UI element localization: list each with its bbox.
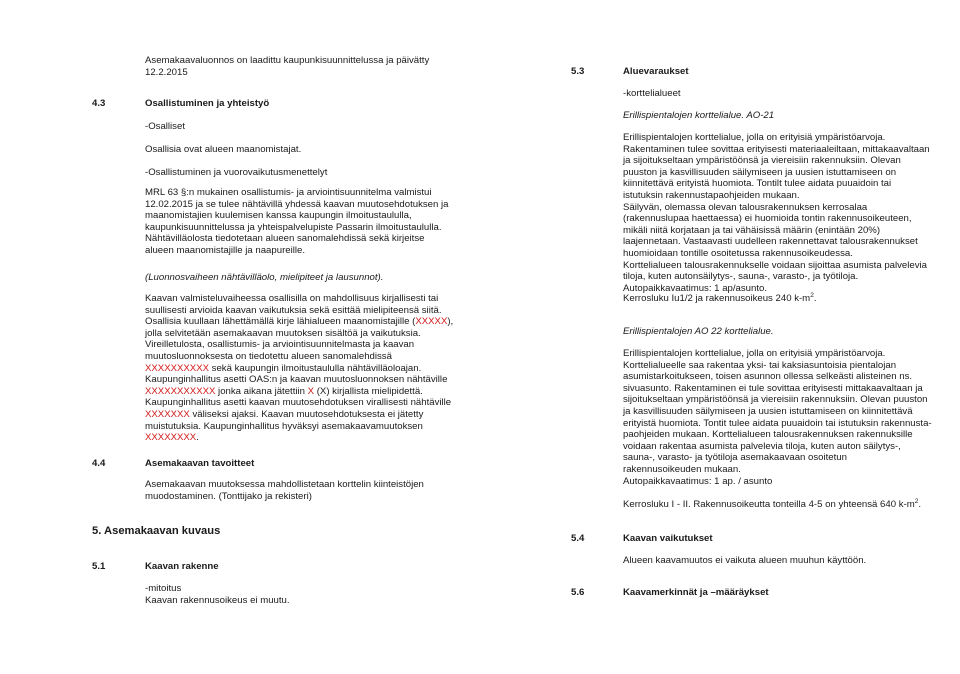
page-header (145, 55, 429, 78)
kerrosluku-1-tail: . (813, 293, 817, 304)
valmistelu-text: . (196, 432, 199, 444)
mrl-line: alueen maanomistajille ja naapureille. (145, 244, 305, 256)
valmistelu-text: muutosluonnoksesta on tiedotettu alueen sanomalehdissä (145, 350, 392, 362)
ao21-line: ja sijoitukseltaan ympäristöönsä ja viereisiin rakennuksiin. Olevan (623, 155, 901, 167)
ao21-line: Säilyvän, olemassa olevan talousrakennuksen kerrosalaa (623, 201, 868, 213)
section-5-4-title: Kaavan vaikutukset (623, 533, 713, 544)
valmistelu-text: muistutuksia. Kaupunginhallitus hyväksyi asemakaavamuutoksen (145, 420, 423, 432)
valmistelu-text: Osallisia kuullaan lähettämällä kirje lähialueen maanomistajille ( (145, 316, 416, 328)
valmistelu-text: ), (447, 316, 454, 328)
ao22-line: sivuasunto. Rakentaminen ei tule sovittaa erityisesti mittakaavaltaan ja (623, 382, 923, 394)
valmistelu-text: Kaupunginhallitus asetti OAS:n ja kaavan muutosluonnoksen nähtäville (145, 374, 448, 386)
valmistelu-text: Kaavan valmisteluvaiheessa osallisilla on mahdollisuus kirjallisesti tai (145, 293, 439, 304)
ao21-paragraph (623, 132, 930, 294)
tavoite-line: muodostaminen. (Tonttijako ja rekisteri) (145, 490, 312, 502)
section-5-1-title: Kaavan rakenne (145, 561, 219, 572)
luonnos-note: (Luonnosvaiheen nähtävilläolo, mielipiteet ja lausunnot). (145, 272, 384, 283)
ao22-paragraph (623, 348, 932, 487)
ao21-line: huomioidaan tontille osoitetussa rakennusoikeudessa. (623, 247, 853, 259)
ao21-line: puuston ja kasvillisuuden säilymiseen ja uusien istuttamiseen on (623, 166, 897, 178)
ao21-line: Autopaikkavaatimus: 1 ap/asunto. (623, 282, 767, 294)
valmistelu-text: suullisesti arvioida kaavan vaikutuksia sekä esittää mielipiteensä siitä. (145, 304, 442, 316)
vuorovaikutus-label: -Osallistuminen ja vuorovaikutusmenettelyt (145, 167, 328, 178)
kerrosluku-2-text: Kerrosluku I - II. Rakennusoikeutta tonteilla 4-5 on yhteensä 640 k-m (623, 499, 915, 510)
valmistelu-text: jonka aikana jätettiin (215, 385, 308, 397)
valmistelu-line (145, 409, 453, 421)
ao22-title: Erillispientalojen AO 22 korttelialue. (623, 326, 774, 337)
valmistelu-paragraph (145, 293, 453, 444)
ao22-line: ja kasvillisuuden säilymiseen ja uusien istuttamiseen on kiinnitettävä (623, 405, 913, 417)
ao21-line: kiinnitettävä erityistä huomiota. Tontilt tulee aidata puuaidoin tai (623, 178, 892, 190)
ao21-title: Erillispientalojen korttelialue. AO-21 (623, 110, 775, 121)
header-line: Asemakaavaluonnos on laadittu kaupunkisuunnittelussa ja päivätty (145, 55, 430, 66)
valmistelu-text: Vireilletulosta, osallistumis- ja arviointisuunnitelmasta ja kaavan (145, 339, 415, 351)
kerrosluku-1-text: Kerrosluku Iu1/2 ja rakennusoikeus 240 k-m (623, 293, 811, 304)
ao22-line: voidaan rakentaa asumista palvelevia tiloja, kuten auton säilytys-, (623, 440, 901, 452)
placeholder-value: X (307, 385, 315, 397)
placeholder-value: XXXXXXXXXXX (145, 385, 216, 397)
valmistelu-line (145, 328, 453, 340)
valmistelu-text: sekä kaupungin ilmoitustaululla nähtävilläoloajan. (209, 362, 422, 374)
kerrosluku-2-tail: . (918, 499, 921, 510)
ao21-line: tiloja, kuten autonsäilytys-, sauna-, varasto-, ja työtiloja. (623, 271, 859, 283)
ao21-line: Korttelialueen talousrakennukselle voidaan sijoittaa asumista palvelevia (623, 259, 927, 271)
osalliset-label: -Osalliset (145, 121, 185, 132)
vaikutukset-text: Alueen kaavamuutos ei vaikuta alueen muuhun käyttöön. (623, 555, 867, 566)
kerrosluku-1-sup: 2 (810, 291, 814, 299)
ao22-line: erityistä huomiota. Tontit tulee aidata puuaidoin tai istutuksin rakennusta- (623, 417, 932, 429)
section-5-heading: 5. Asemakaavan kuvaus (92, 525, 221, 537)
mrl-line: MRL 63 §:n mukainen osallistumis- ja arviointisuunnitelma valmistui (145, 187, 432, 198)
placeholder-value: XXXXXXXXXX (145, 362, 209, 374)
mrl-line: 12.02.2015 ja se tulee nähtävillä yhdessä kaavan muutosehdotuksen ja (145, 198, 449, 210)
ao21-line: laajennetaan. Vastaavasti uudelleen rakennettavat talousrakennukset (623, 236, 918, 248)
valmistelu-line (145, 316, 453, 328)
placeholder-value: XXXXXXXX (145, 432, 197, 444)
kerrosluku-1 (623, 293, 816, 305)
ao22-line: paohjeiden mukaan. Korttelialueen talousrakennuksen rakennuksille (623, 429, 913, 441)
ao21-line: (rakennuslupaa haettaessa) ei huomioida tontin rakennusoikeuteen, (623, 213, 912, 225)
valmistelu-line (145, 305, 453, 317)
tavoite-line: Asemakaavan muutoksessa mahdollistetaan korttelin kiinteistöjen (145, 479, 424, 490)
ao22-line: Erillispientalojen korttelialue, jolla on erityisiä ympäristöarvoja. (623, 348, 886, 359)
valmistelu-line (145, 374, 453, 386)
valmistelu-text: väliseksi ajaksi. Kaavan muutosehdotuksesta ei jätetty (189, 408, 424, 420)
korttelialueet-label: -korttelialueet (623, 88, 681, 99)
ao22-line: asumistarkoitukseen, toisen asunnon ollessa selkeästi alisteinen ns. (623, 371, 913, 383)
section-5-6-number: 5.6 (571, 587, 585, 598)
ao21-line: Rakentaminen tulee sovittaa erityisesti materiaaleiltaan, mittakaavaltaan (623, 143, 930, 155)
mrl-line: kaupunkisuunnittelussa ja yhteispalvelupiste Passarin ilmoitustaululla. (145, 221, 442, 233)
valmistelu-text: (X) kirjallista mielipidettä. (314, 385, 423, 397)
valmistelu-text: Kaupunginhallitus asetti kaavan muutosehdotuksen virallisesti nähtäville (145, 397, 452, 409)
section-4-3-number: 4.3 (92, 98, 106, 109)
ao22-line: Korttelialueelle saa rakentaa yksi- tai kaksiasuntoisia pientalojan (623, 359, 897, 371)
kerrosluku-2 (623, 499, 921, 511)
placeholder-value: XXXXXXX (145, 408, 190, 420)
header-date: 12.2.2015 (145, 66, 188, 78)
section-4-3-title: Osallistuminen ja yhteistyö (145, 98, 270, 109)
valmistelu-line (145, 386, 453, 398)
ao22-line: Autopaikkavaatimus: 1 ap. / asunto (623, 475, 773, 487)
kerrosluku-2-sup: 2 (914, 497, 919, 505)
ao21-line: Erillispientalojen korttelialue, jolla on erityisiä ympäristöarvoja. (623, 132, 886, 143)
valmistelu-line (145, 432, 453, 444)
ao21-line: istutuksin rakennustapaohjeiden mukaan. (623, 189, 800, 201)
section-5-6-title: Kaavamerkinnät ja –määräykset (623, 587, 769, 598)
mrl-paragraph (145, 187, 448, 257)
tavoitteet-paragraph (145, 479, 424, 502)
ao21-line: mikäli niitä korjataan ja tai vähäisissä määrin (enintään 20%) (623, 224, 881, 236)
section-5-1-number: 5.1 (92, 561, 106, 572)
osalliset-text: Osallisia ovat alueen maanomistajat. (145, 144, 302, 155)
section-4-4-number: 4.4 (92, 458, 106, 469)
section-4-4-title: Asemakaavan tavoitteet (145, 458, 255, 469)
placeholder-value: XXXXX (415, 316, 448, 328)
valmistelu-text: jolla selvitetään asemakaavan muutoksen sisältöä ja vaikutuksia. (145, 327, 421, 339)
mitoitus-label: -mitoitus (145, 583, 182, 594)
valmistelu-line (145, 351, 453, 363)
ao22-line: sijoitukseltaan ympäristöönsä ja viereisiin rakennuksiin. Olevan puuston (623, 394, 928, 406)
section-5-3-number: 5.3 (571, 66, 585, 77)
valmistelu-line (145, 363, 453, 375)
mitoitus-text: Kaavan rakennusoikeus ei muutu. (145, 595, 290, 606)
section-5-3-title: Aluevaraukset (623, 66, 689, 77)
mrl-line: Nähtävilläolosta tiedotetaan alueen sanomalehdissä sekä kirjeitse (145, 233, 425, 245)
valmistelu-line (145, 339, 453, 351)
section-5-4-number: 5.4 (571, 533, 585, 544)
ao22-line: sauna-, varasto- ja työtiloja asemakaavaan osoitetun (623, 452, 847, 464)
ao22-line: rakennusoikeuden mukaan. (623, 463, 741, 475)
valmistelu-line (145, 421, 453, 433)
mrl-line: maanomistajien kuulemisen kanssa kaupungin ilmoitustaululla, (145, 210, 412, 222)
valmistelu-line (145, 397, 453, 409)
valmistelu-line (145, 293, 453, 305)
